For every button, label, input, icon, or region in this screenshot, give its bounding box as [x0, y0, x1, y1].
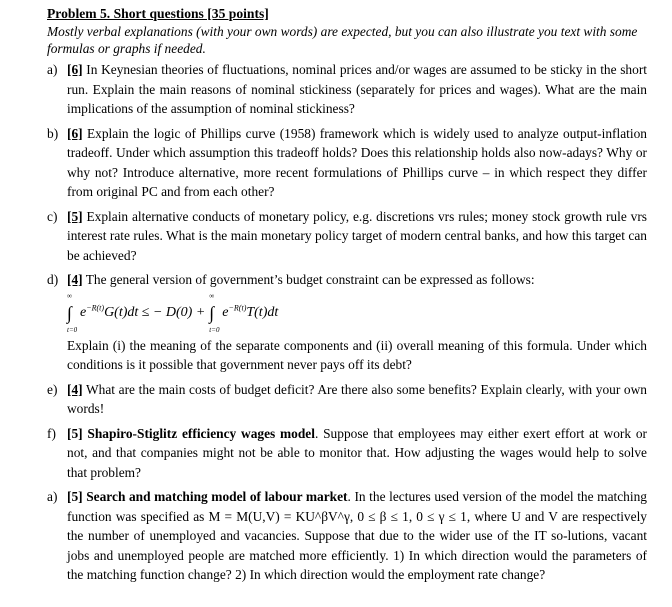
question-e [47, 380, 647, 419]
question-label: d) [47, 272, 59, 287]
points: [5] [67, 208, 83, 224]
question-text: The general version of government’s budget constraint can be expressed as follows: [82, 272, 535, 287]
question-d [47, 270, 647, 375]
points: [4] [67, 272, 83, 287]
integral-left [67, 292, 79, 334]
question-b [47, 124, 647, 202]
question-label: b) [47, 125, 59, 141]
question-text: . Suppose that employees may either exert effort at work or not, and that companies might not be able to monitor that. How adjusting the wages would help to solve that problem? [67, 425, 647, 480]
points: [5] [67, 489, 83, 504]
budget-constraint-formula [67, 291, 647, 335]
upper-limit: ∞ [209, 291, 215, 300]
question-label: c) [47, 208, 58, 224]
question-f [47, 424, 647, 483]
question-text-after: Explain (i) the meaning of the separate components and (ii) overall meaning of this formula. Under which conditions is it possible that government never pays off its debt? [67, 337, 647, 372]
question-label: a) [47, 489, 58, 504]
question-g [47, 487, 647, 585]
question-text: In Keynesian theories of fluctuations, nominal prices and/or wages are assumed to be sticky in the short run. Explain the main reasons of nominal stickiness (separately for prices and wages). What are the main implications of the assumption of nominal stickiness? [67, 62, 647, 116]
points: [6] [67, 125, 83, 141]
formula-right: $e^{-R(t)}T(t)dt$ [222, 302, 279, 320]
question-text: What are the main costs of budget deficit? Are there also some benefits? Explain clearly, with your own words! [67, 381, 647, 416]
question-label: e) [47, 381, 58, 397]
lower-limit: t=0 [67, 325, 78, 334]
question-label: a) [47, 62, 58, 77]
formula-left: $e^{-R(t)}G(t)dt$ ≤ − D(0) + [80, 302, 206, 320]
problem-title: Problem 5. Short questions [35 points] [47, 6, 269, 21]
problem-intro: Mostly verbal explanations (with your own words) are expected, but you can also illustrate you text with some formulas or graphs if needed. [47, 24, 638, 56]
lower-limit: t=0 [209, 325, 220, 334]
question-text: Explain the logic of Phillips curve (1958) framework which is widely used to analyze output-inflation tradeoff. Under which assumption this tradeoff holds? Does this relationship holds also now-adays? Why or why not? Introduce alternative, more recent formulations of Phillips curve – in which respect they differ from original PC and from each other? [67, 125, 647, 199]
upper-limit: ∞ [67, 291, 72, 300]
integral-sign: ∫ [209, 302, 215, 323]
question-label: f) [47, 425, 56, 441]
points: [6] [67, 62, 83, 77]
question-text: Explain alternative conducts of monetary policy, e.g. discretions vrs rules; money stock growth rule vrs interest rate rules. What is the main monetary policy target of modern central banks, and how this target can be achieved? [67, 208, 647, 263]
integral-sign: ∫ [67, 302, 72, 323]
integral-right [209, 292, 221, 334]
question-bold-title: Search and matching model of labour market [86, 489, 348, 504]
question-text: . In the lectures used version of the model the matching function was specified as M = M(U,V) = KU^βV^γ, 0 ≤ β ≤ 1, 0 ≤ γ ≤ 1, where U and V are respectively the number of unemployed and vacancies. Suppose that due to the wider use of the IT so-lutions, vacant jobs and unemployed people are matched more efficiently. 1) In which direction would the parameters of the matching function change? 2) In which direction would the employment rate change? [67, 489, 647, 582]
problem-page [47, 4, 647, 590]
points: [5] [67, 425, 83, 441]
points: [4] [67, 381, 83, 397]
question-a [47, 60, 647, 119]
question-c [47, 207, 647, 266]
question-bold-title: Shapiro-Stiglitz efficiency wages model [87, 425, 315, 441]
